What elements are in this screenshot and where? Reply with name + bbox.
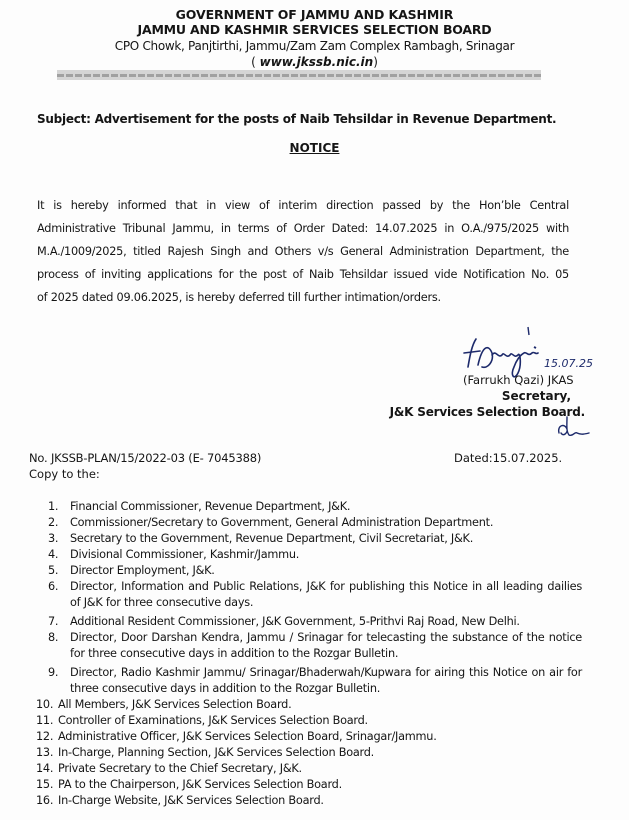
list-item-text: Additional Resident Commissioner, J&K Government, 5-Prithvi Raj Road, New Delhi. bbox=[70, 615, 520, 628]
list-item-number: 2. bbox=[48, 516, 59, 529]
list-item-number: 9. bbox=[48, 666, 59, 679]
list-item-text: Private Secretary to the Chief Secretary, J&K. bbox=[58, 762, 302, 775]
body-line: M.A./1009/2025, titled Rajesh Singh and Others v/s General Administration Department, the bbox=[37, 245, 569, 258]
list-item bbox=[36, 777, 582, 793]
list-item-text: PA to the Chairperson, J&K Services Selection Board. bbox=[58, 778, 342, 791]
website-paren-open: ( bbox=[251, 55, 256, 69]
list-item bbox=[42, 579, 582, 611]
list-item-text: Director, Information and Public Relations, J&K for publishing this Notice in all leading dailies of J&K for three consecutive days. bbox=[70, 580, 582, 609]
letterhead-government: GOVERNMENT OF JAMMU AND KASHMIR bbox=[175, 7, 454, 22]
signatory-organization: J&K Services Selection Board. bbox=[389, 405, 585, 419]
list-item-number: 8. bbox=[48, 631, 59, 644]
list-item-number: 10. bbox=[36, 698, 54, 711]
list-item bbox=[42, 614, 582, 630]
list-item-number: 16. bbox=[36, 794, 54, 807]
list-item-text: Financial Commissioner, Revenue Department, J&K. bbox=[70, 500, 351, 513]
list-item bbox=[42, 547, 582, 563]
body-line: Administrative Tribunal Jammu, in terms of Order Dated: 14.07.2025 in O.A./975/2025 with bbox=[37, 222, 569, 235]
list-item-number: 6. bbox=[48, 580, 59, 593]
list-item-text: Director Employment, J&K. bbox=[70, 564, 215, 577]
list-item-number: 11. bbox=[36, 714, 54, 727]
list-item-number: 13. bbox=[36, 746, 54, 759]
body-line: of 2025 dated 09.06.2025, is hereby deferred till further intimation/orders. bbox=[37, 291, 441, 304]
letterhead-website-line bbox=[0, 55, 629, 69]
copy-list bbox=[36, 499, 582, 809]
reference-number: No. JKSSB-PLAN/15/2022-03 (E- 7045388) bbox=[29, 451, 262, 465]
list-item bbox=[42, 515, 582, 531]
notice-body bbox=[37, 194, 569, 309]
list-item-number: 3. bbox=[48, 532, 59, 545]
list-item-text: Administrative Officer, J&K Services Selection Board, Srinagar/Jammu. bbox=[58, 730, 437, 743]
list-item-number: 7. bbox=[48, 615, 59, 628]
list-item-text: All Members, J&K Services Selection Board. bbox=[58, 698, 292, 711]
list-item-text: Controller of Examinations, J&K Services Selection Board. bbox=[58, 714, 368, 727]
initials-icon bbox=[553, 415, 591, 441]
list-item bbox=[42, 630, 582, 662]
list-item-text: Divisional Commissioner, Kashmir/Jammu. bbox=[70, 548, 300, 561]
list-item-text: In-Charge Website, J&K Services Selection Board. bbox=[58, 794, 324, 807]
letterhead-board: JAMMU AND KASHMIR SERVICES SELECTION BOARD bbox=[137, 22, 492, 37]
list-item-number: 15. bbox=[36, 778, 54, 791]
reference-date: Dated:15.07.2025. bbox=[454, 451, 563, 465]
website-paren-close: ) bbox=[373, 55, 378, 69]
list-item-text: Secretary to the Government, Revenue Department, Civil Secretariat, J&K. bbox=[70, 532, 474, 545]
list-item bbox=[36, 729, 582, 745]
list-item bbox=[42, 499, 582, 515]
list-item bbox=[36, 793, 582, 809]
list-item-text: Director, Door Darshan Kendra, Jammu / Srinagar for telecasting the substance of the notice for three consecutive days in addition to the Rozgar Bulletin. bbox=[70, 631, 582, 660]
list-item bbox=[36, 713, 582, 729]
body-line: It is hereby informed that in view of interim direction passed by the Hon’ble Central bbox=[37, 199, 569, 212]
body-line: process of inviting applications for the post of Naib Tehsildar issued vide Notification No. 05 bbox=[37, 268, 569, 281]
list-item-text: Commissioner/Secretary to Government, General Administration Department. bbox=[70, 516, 494, 529]
copy-to-label: Copy to the: bbox=[29, 467, 100, 481]
list-item-number: 1. bbox=[48, 500, 59, 513]
list-item bbox=[36, 761, 582, 777]
notice-title: NOTICE bbox=[289, 141, 340, 155]
website-link[interactable]: www.jkssb.nic.in bbox=[259, 55, 374, 69]
signatory-name: (Farrukh Qazi) JKAS bbox=[463, 373, 574, 387]
list-item bbox=[36, 697, 582, 713]
list-item-number: 12. bbox=[36, 730, 54, 743]
list-item bbox=[36, 745, 582, 761]
handwritten-date: 15.07.25 bbox=[544, 357, 593, 370]
list-item-text: Director, Radio Kashmir Jammu/ Srinagar/Bhaderwah/Kupwara for airing this Notice on air for three consecutive days in addition to the Rozgar Bulletin. bbox=[70, 666, 582, 695]
list-item-text: In-Charge, Planning Section, J&K Services Selection Board. bbox=[58, 746, 375, 759]
list-item-number: 14. bbox=[36, 762, 54, 775]
signatory-title: Secretary, bbox=[501, 389, 571, 403]
letterhead-address: CPO Chowk, Panjtirthi, Jammu/Zam Zam Complex Rambagh, Srinagar bbox=[114, 39, 515, 53]
list-item bbox=[42, 531, 582, 547]
list-item-number: 5. bbox=[48, 564, 59, 577]
list-item bbox=[42, 563, 582, 579]
list-item-number: 4. bbox=[48, 548, 59, 561]
letterhead-divider bbox=[57, 70, 541, 80]
subject-line: Subject: Advertisement for the posts of Naib Tehsildar in Revenue Department. bbox=[37, 112, 557, 126]
list-item bbox=[42, 665, 582, 697]
